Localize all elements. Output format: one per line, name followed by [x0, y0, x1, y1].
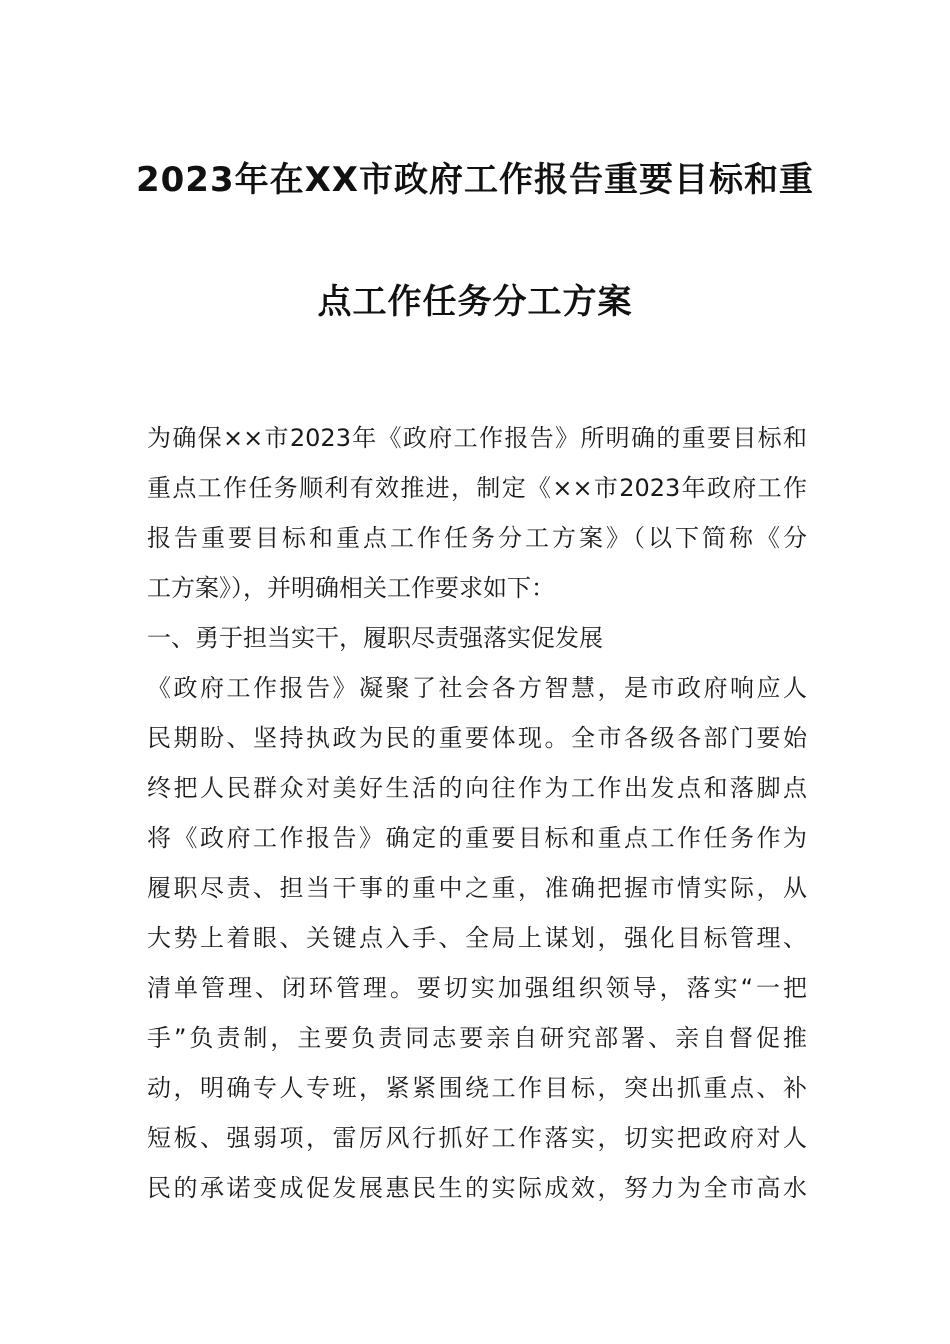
- body-line: 将《政府工作报告》确定的重要目标和重点工作任务作为: [147, 824, 807, 852]
- document-title-line-1: 2023年在XX市政府工作报告重要目标和重: [135, 160, 815, 200]
- body-line: 工方案》），并明确相关工作要求如下：: [147, 574, 555, 602]
- body-line: 民的承诺变成促发展惠民生的实际成效，努力为全市高水: [147, 1174, 807, 1202]
- body-line: 报告重要目标和重点工作任务分工方案》（以下简称《分: [147, 524, 807, 552]
- body-line: 民期盼、坚持执政为民的重要体现。全市各级各部门要始: [147, 724, 807, 752]
- document-title-line-2: 点工作任务分工方案: [317, 282, 633, 322]
- document-body: [147, 413, 807, 1213]
- body-line: 终把人民群众对美好生活的向往作为工作出发点和落脚点: [147, 774, 807, 802]
- section-heading: 一、勇于担当实干，履职尽责强落实促发展: [147, 624, 603, 652]
- body-line: 为确保××市2023年《政府工作报告》所明确的重要目标和: [147, 424, 807, 452]
- body-line: 手”负责制，主要负责同志要亲自研究部署、亲自督促推: [147, 1024, 807, 1052]
- body-line: 重点工作任务顺利有效推进，制定《××市2023年政府工作: [147, 474, 807, 502]
- body-line: 履职尽责、担当干事的重中之重，准确把握市情实际，从: [147, 874, 807, 902]
- body-line: 动，明确专人专班，紧紧围绕工作目标，突出抓重点、补: [147, 1074, 807, 1102]
- body-line: 清单管理、闭环管理。要切实加强组织领导，落实“一把: [147, 974, 807, 1002]
- body-line: 大势上着眼、关键点入手、全局上谋划，强化目标管理、: [147, 924, 807, 952]
- body-line: 短板、强弱项，雷厉风行抓好工作落实，切实把政府对人: [147, 1124, 807, 1152]
- body-line: 《政府工作报告》凝聚了社会各方智慧，是市政府响应人: [147, 674, 807, 702]
